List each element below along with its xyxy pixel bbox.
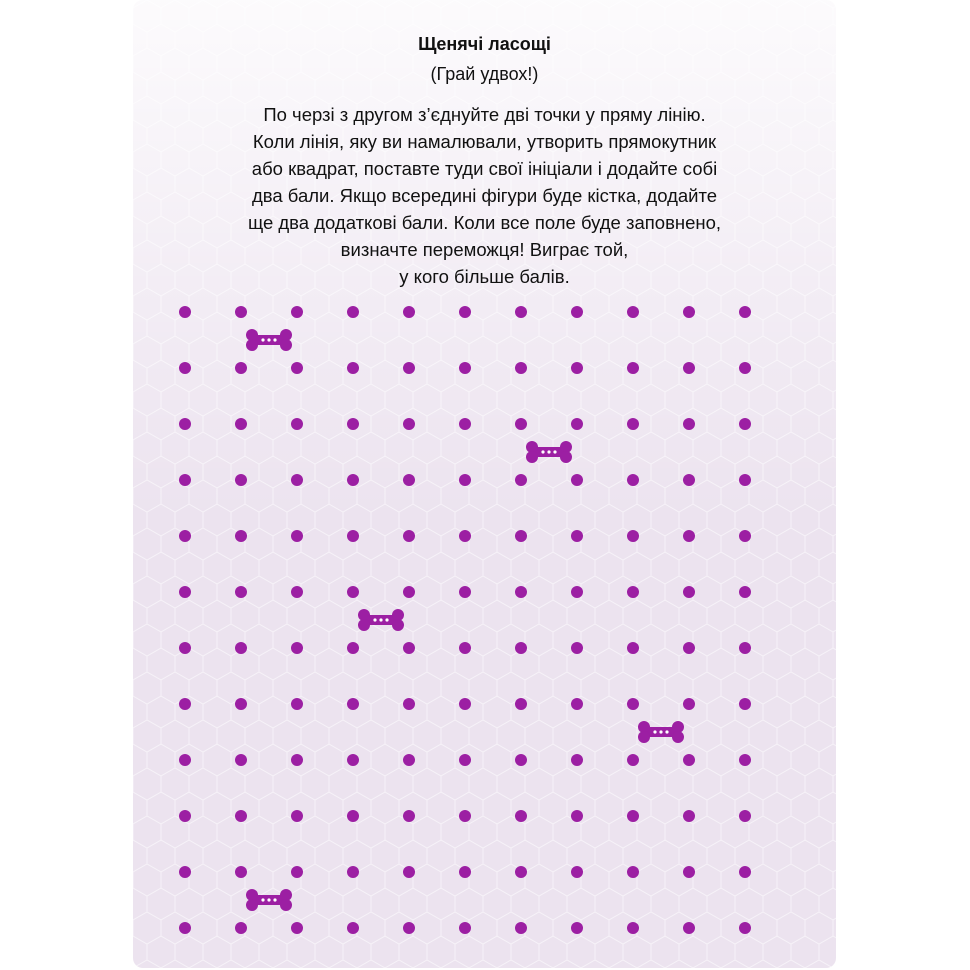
grid-dot[interactable]: [179, 922, 191, 934]
grid-dot[interactable]: [571, 642, 583, 654]
grid-dot[interactable]: [235, 306, 247, 318]
grid-dot[interactable]: [571, 530, 583, 542]
rules-line: По черзі з другом з’єднуйте дві точки у пряму лінію.: [263, 104, 706, 125]
grid-dot[interactable]: [739, 474, 751, 486]
grid-dot[interactable]: [627, 810, 639, 822]
grid-dot[interactable]: [683, 922, 695, 934]
grid-dot[interactable]: [459, 586, 471, 598]
grid-dot[interactable]: [235, 586, 247, 598]
grid-dot[interactable]: [459, 530, 471, 542]
grid-dot[interactable]: [291, 306, 303, 318]
grid-dot[interactable]: [459, 306, 471, 318]
grid-dot[interactable]: [403, 922, 415, 934]
grid-dot[interactable]: [459, 754, 471, 766]
grid-dot[interactable]: [571, 586, 583, 598]
grid-dot[interactable]: [571, 306, 583, 318]
grid-dot[interactable]: [347, 922, 359, 934]
grid-dot[interactable]: [347, 362, 359, 374]
grid-dot[interactable]: [627, 418, 639, 430]
grid-dot[interactable]: [683, 642, 695, 654]
dot-grid-board[interactable]: [133, 0, 836, 968]
grid-dot[interactable]: [627, 642, 639, 654]
grid-dot[interactable]: [683, 530, 695, 542]
rules-line: або квадрат, поставте туди свої ініціали і додайте собі: [251, 158, 718, 179]
grid-dot[interactable]: [627, 530, 639, 542]
game-title: Щенячі ласощі: [418, 34, 551, 54]
grid-dot[interactable]: [347, 698, 359, 710]
grid-dot[interactable]: [347, 530, 359, 542]
grid-dot[interactable]: [571, 866, 583, 878]
grid-dot[interactable]: [515, 362, 527, 374]
grid-dot[interactable]: [179, 474, 191, 486]
grid-dot[interactable]: [627, 698, 639, 710]
grid-dot[interactable]: [627, 306, 639, 318]
grid-dot[interactable]: [403, 362, 415, 374]
grid-dot[interactable]: [179, 754, 191, 766]
grid-dot[interactable]: [179, 530, 191, 542]
grid-dot[interactable]: [347, 754, 359, 766]
grid-dot[interactable]: [235, 642, 247, 654]
grid-dot[interactable]: [515, 474, 527, 486]
grid-dot[interactable]: [739, 922, 751, 934]
grid-dot[interactable]: [627, 922, 639, 934]
grid-dot[interactable]: [571, 754, 583, 766]
rules-line: Коли лінія, яку ви намалювали, утворить прямокутник: [252, 131, 717, 152]
grid-dot[interactable]: [683, 362, 695, 374]
grid-dot[interactable]: [627, 362, 639, 374]
bone-icon: [358, 609, 404, 631]
grid-dot[interactable]: [291, 866, 303, 878]
grid-dot[interactable]: [235, 362, 247, 374]
grid-dot[interactable]: [235, 922, 247, 934]
grid-dot[interactable]: [627, 866, 639, 878]
grid-dot[interactable]: [739, 754, 751, 766]
grid-dot[interactable]: [347, 866, 359, 878]
grid-dot[interactable]: [739, 418, 751, 430]
grid-dot[interactable]: [459, 474, 471, 486]
game-subtitle: (Грай удвох!): [430, 64, 539, 84]
grid-dot[interactable]: [627, 754, 639, 766]
grid-dot[interactable]: [403, 642, 415, 654]
grid-dot[interactable]: [235, 754, 247, 766]
grid-dot[interactable]: [739, 698, 751, 710]
grid-dot[interactable]: [739, 586, 751, 598]
grid-dot[interactable]: [683, 810, 695, 822]
grid-dot[interactable]: [683, 586, 695, 598]
bone-icon: [638, 721, 684, 743]
grid-dot[interactable]: [179, 642, 191, 654]
grid-dot[interactable]: [459, 922, 471, 934]
grid-dot[interactable]: [179, 362, 191, 374]
grid-dot[interactable]: [403, 698, 415, 710]
grid-dot[interactable]: [739, 530, 751, 542]
grid-dot[interactable]: [627, 586, 639, 598]
grid-dot[interactable]: [683, 866, 695, 878]
grid-dot[interactable]: [515, 586, 527, 598]
grid-dot[interactable]: [179, 306, 191, 318]
grid-dot[interactable]: [235, 698, 247, 710]
grid-dot[interactable]: [739, 866, 751, 878]
grid-dot[interactable]: [403, 866, 415, 878]
grid-dot[interactable]: [291, 642, 303, 654]
grid-dot[interactable]: [347, 810, 359, 822]
grid-dot[interactable]: [347, 474, 359, 486]
rules-line: у кого більше балів.: [399, 266, 570, 287]
grid-dot[interactable]: [571, 810, 583, 822]
grid-dot[interactable]: [179, 698, 191, 710]
grid-dot[interactable]: [235, 810, 247, 822]
grid-dot[interactable]: [683, 754, 695, 766]
rules-line: ще два додаткові бали. Коли все поле буде заповнено,: [247, 212, 722, 233]
grid-dot[interactable]: [571, 362, 583, 374]
grid-dot[interactable]: [739, 642, 751, 654]
grid-dot[interactable]: [235, 474, 247, 486]
grid-dot[interactable]: [179, 418, 191, 430]
grid-dot[interactable]: [291, 586, 303, 598]
grid-dot[interactable]: [515, 922, 527, 934]
grid-dot[interactable]: [459, 866, 471, 878]
grid-dot[interactable]: [347, 418, 359, 430]
grid-dot[interactable]: [179, 866, 191, 878]
rules-line: два бали. Якщо всередині фігури буде кістка, додайте: [251, 185, 718, 206]
grid-dot[interactable]: [515, 698, 527, 710]
grid-dot[interactable]: [515, 866, 527, 878]
grid-dot[interactable]: [403, 586, 415, 598]
grid-dot[interactable]: [515, 642, 527, 654]
grid-dot[interactable]: [739, 362, 751, 374]
grid-dot[interactable]: [571, 922, 583, 934]
grid-dot[interactable]: [739, 306, 751, 318]
grid-dot[interactable]: [403, 810, 415, 822]
grid-dot[interactable]: [291, 698, 303, 710]
grid-dot[interactable]: [683, 418, 695, 430]
bone-icon: [246, 329, 292, 351]
grid-dot[interactable]: [403, 418, 415, 430]
grid-dot[interactable]: [235, 530, 247, 542]
grid-dot[interactable]: [347, 306, 359, 318]
grid-dot[interactable]: [235, 866, 247, 878]
grid-dot[interactable]: [291, 810, 303, 822]
grid-dot[interactable]: [291, 922, 303, 934]
grid-dot[interactable]: [403, 306, 415, 318]
grid-dot[interactable]: [179, 586, 191, 598]
grid-dot[interactable]: [459, 362, 471, 374]
grid-dot[interactable]: [459, 810, 471, 822]
grid-dot[interactable]: [291, 530, 303, 542]
grid-dot[interactable]: [571, 418, 583, 430]
grid-dot[interactable]: [403, 474, 415, 486]
grid-dot[interactable]: [347, 586, 359, 598]
game-page: [133, 0, 836, 968]
grid-dot[interactable]: [235, 418, 247, 430]
grid-dot[interactable]: [571, 474, 583, 486]
grid-dot[interactable]: [179, 810, 191, 822]
grid-dot[interactable]: [403, 754, 415, 766]
grid-dot[interactable]: [459, 698, 471, 710]
grid-dot[interactable]: [403, 530, 415, 542]
grid-dot[interactable]: [347, 642, 359, 654]
grid-dot[interactable]: [291, 362, 303, 374]
bone-icon: [526, 441, 572, 463]
grid-dot[interactable]: [459, 418, 471, 430]
grid-dot[interactable]: [515, 418, 527, 430]
grid-dot[interactable]: [571, 698, 583, 710]
grid-dot[interactable]: [291, 418, 303, 430]
grid-dot[interactable]: [515, 306, 527, 318]
grid-dot[interactable]: [683, 474, 695, 486]
rules-line: визначте переможця! Виграє той,: [340, 239, 629, 260]
grid-dot[interactable]: [291, 474, 303, 486]
grid-dot[interactable]: [291, 754, 303, 766]
grid-dot[interactable]: [515, 530, 527, 542]
grid-dot[interactable]: [739, 810, 751, 822]
grid-dot[interactable]: [515, 810, 527, 822]
grid-dot[interactable]: [627, 474, 639, 486]
grid-dot[interactable]: [683, 698, 695, 710]
grid-dot[interactable]: [683, 306, 695, 318]
bone-icon: [246, 889, 292, 911]
grid-dot[interactable]: [459, 642, 471, 654]
grid-dot[interactable]: [515, 754, 527, 766]
